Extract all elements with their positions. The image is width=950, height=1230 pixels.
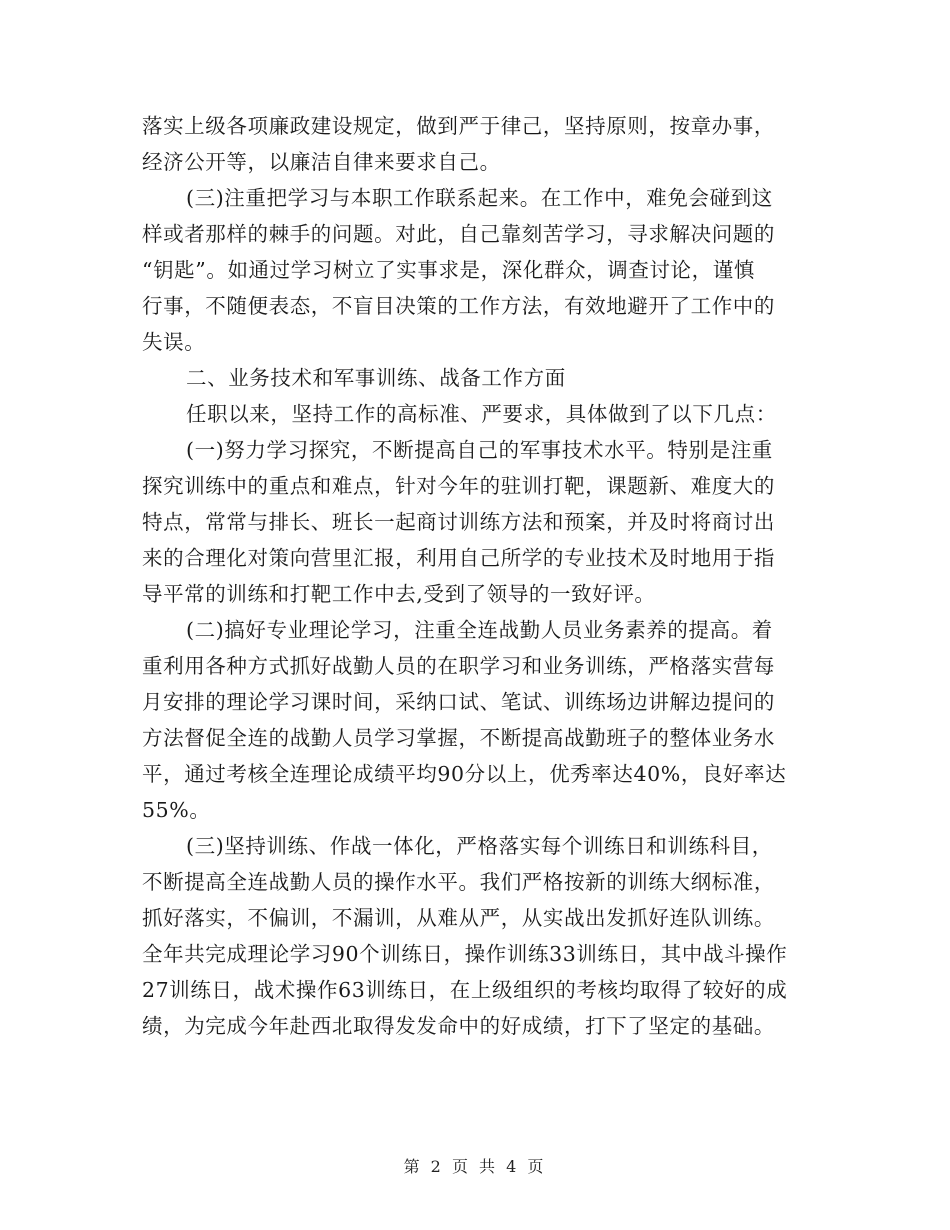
document-body xyxy=(142,108,810,1044)
paragraph-start-line: (一)努力学习探究，不断提高自己的军事技术水平。特别是注重 xyxy=(186,438,773,462)
text-line: 落实上级各项廉政建设规定，做到严于律己，坚持原则，按章办事， xyxy=(142,114,775,138)
text-line: 来的合理化对策向营里汇报，利用自己所学的专业技术及时地用于指 xyxy=(142,546,775,570)
text-line: 重利用各种方式抓好战勤人员的在职学习和业务训练，严格落实营每 xyxy=(142,654,775,678)
text-line: 样或者那样的棘手的问题。对此，自己靠刻苦学习，寻求解决问题的 xyxy=(142,222,775,246)
text-line: 特点，常常与排长、班长一起商讨训练方法和预案，并及时将商讨出 xyxy=(142,510,775,534)
paragraph-start-line: (三)坚持训练、作战一体化，严格落实每个训练日和训练科目， xyxy=(186,834,773,858)
text-line: 绩，为完成今年赴西北取得发发命中的好成绩，打下了坚定的基础。 xyxy=(142,1014,775,1038)
paragraph-start-line: (二)搞好专业理论学习，注重全连战勤人员业务素养的提高。着 xyxy=(186,618,773,642)
text-line: 探究训练中的重点和难点，针对今年的驻训打靶，课题新、难度大的 xyxy=(142,474,775,498)
text-line: 方法督促全连的战勤人员学习掌握，不断提高战勤班子的整体业务水 xyxy=(142,726,775,750)
text-line: 经济公开等，以廉洁自律来要求自己。 xyxy=(142,150,501,174)
paragraph-start-line: (三)注重把学习与本职工作联系起来。在工作中，难免会碰到这 xyxy=(186,186,773,210)
text-line: 不断提高全连战勤人员的操作水平。我们严格按新的训练大纲标准， xyxy=(142,870,775,894)
text-line: 月安排的理论学习课时间，采纳口试、笔试、训练场边讲解边提问的 xyxy=(142,690,775,714)
page-number-footer: 第 2 页 共 4 页 xyxy=(403,1157,547,1176)
text-line: 行事，不随便表态，不盲目决策的工作方法，有效地避开了工作中的 xyxy=(142,294,775,318)
text-line: “钥匙”。如通过学习树立了实事求是，深化群众，调查讨论，谨慎 xyxy=(142,258,755,282)
text-line: 全年共完成理论学习90个训练日，操作训练33训练日，其中战斗操作 xyxy=(142,942,788,966)
text-line: 27训练日，战术操作63训练日，在上级组织的考核均取得了较好的成 xyxy=(142,978,788,1002)
text-line: 55%。 xyxy=(142,798,211,822)
text-line: 抓好落实，不偏训，不漏训，从难从严，从实战出发抓好连队训练。 xyxy=(142,906,775,930)
text-line: 导平常的训练和打靶工作中去,受到了领导的一致好评。 xyxy=(142,582,656,606)
text-line: 失误。 xyxy=(142,330,206,354)
section-heading: 二、业务技术和军事训练、战备工作方面 xyxy=(186,366,566,390)
text-line: 平，通过考核全连理论成绩平均90分以上，优秀率达40%，良好率达 xyxy=(142,762,787,786)
paragraph-start-line: 任职以来，坚持工作的高标准、严要求，具体做到了以下几点： xyxy=(186,402,777,426)
